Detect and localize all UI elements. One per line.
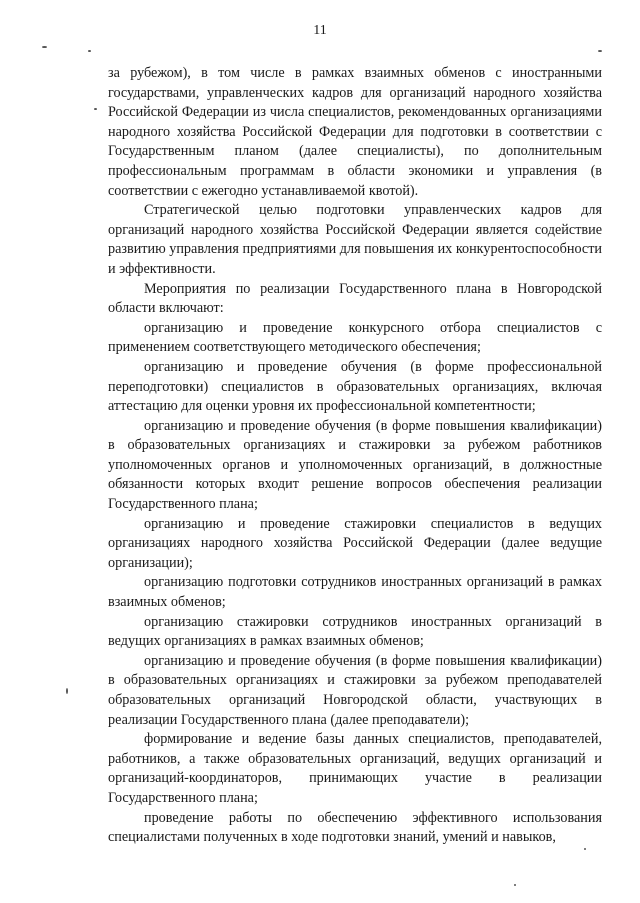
scan-speck	[88, 50, 91, 52]
list-item: формирование и ведение базы данных специалистов, преподавателей, работников, а также образовательных организаций, ведущих организаций и организаций-координаторов, принимающих участие в реализации Государственного плана;	[108, 731, 602, 806]
list-item: организацию и проведение обучения (в форме повышения квалификации) в образовательных организациях и стажировки за рубежом преподавателей образовательных организаций Новгородской области, участвующих в реализации Государственного плана (далее преподаватели);	[108, 652, 602, 728]
list-item: организацию и проведение конкурсного отбора специалистов с применением соответствующего методического обеспечения;	[108, 319, 602, 356]
list-item: организацию стажировки сотрудников иностранных организаций в ведущих организациях в рамках взаимных обменов;	[108, 613, 602, 650]
list-item: организацию и проведение обучения (в форме профессиональной переподготовки) специалистов в образовательных организациях, включая аттестацию для оценки уровня их профессиональной компетентности;	[108, 358, 602, 415]
scan-speck	[514, 884, 516, 886]
list-item: проведение работы по обеспечению эффективного использования специалистами полученных в ходе подготовки знаний, умений и навыков,	[108, 809, 602, 846]
paragraph-continuation: за рубежом), в том числе в рамках взаимных обменов с иностранными государствами, управленческих кадров для организаций народного хозяйства Российской Федерации из числа специалистов, рекомендованных организациями народного хозяйства Российской Федерации для подготовки в соответствии с Государственным планом (далее специалисты), по дополнительным профессиональным программам в области экономики и управления (в соответствии с ежегодно устанавливаемой квотой).	[108, 65, 602, 199]
list-item: организацию и проведение обучения (в форме повышения квалификации) в образовательных организациях и стажировки за рубежом работников уполномоченных органов и уполномоченных организаций, в должностные обязанности которых входит решение вопросов обеспечения реализации Государственного плана;	[108, 417, 602, 513]
paragraph-measures-intro: Мероприятия по реализации Государственного плана в Новгородской области включают:	[108, 280, 602, 317]
scan-speck	[584, 848, 586, 850]
scan-speck	[598, 50, 602, 52]
list-item: организацию подготовки сотрудников иностранных организаций в рамках взаимных обменов;	[108, 574, 602, 611]
page-number: 11	[313, 23, 327, 38]
document-body	[108, 64, 602, 848]
scan-speck	[66, 688, 68, 694]
scan-speck	[42, 46, 47, 48]
paragraph-strategic-goal: Стратегической целью подготовки управленческих кадров для организаций народного хозяйства Российской Федерации является содействие развитию управления предприятиями для повышения их конкурентоспособности и эффективности.	[108, 202, 602, 277]
scan-speck	[94, 108, 97, 110]
list-item: организацию и проведение стажировки специалистов в ведущих организациях народного хозяйства Российской Федерации (далее ведущие организации);	[108, 515, 602, 571]
